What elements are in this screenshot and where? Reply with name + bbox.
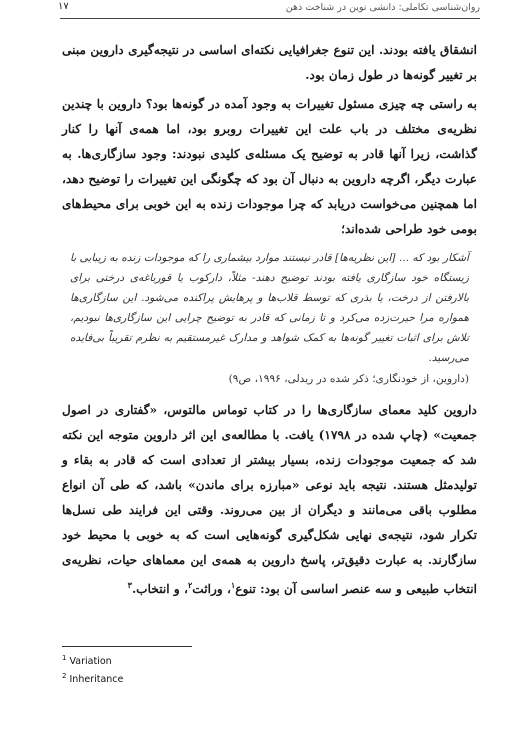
footnote-ref-1: ۱ <box>231 580 236 590</box>
footnote-2-number: 2 <box>62 672 67 681</box>
paragraph-2: به راستی چه چیزی مسئول تغییرات به وجود آمده در گونه‌ها بود؟ داروین با چندین نظریه‌ی مختلف در باب علت این تغییرات روبرو بود، اما همه‌ی آنها را کنار گذاشت، زیرا آنها قادر به توضیح یک مسئله‌ی کلیدی نبودند: وجود سازگاری‌ها. به عبارت دیگر، اگرچه داروین به دنبال آن بود که چگونگی این تغییرات را توضیح دهد، اما همچنین می‌خواست دریابد که چرا موجودات زنده به این خوبی برای محیط‌های بومی خود طراحی شده‌اند؛ <box>62 97 477 236</box>
footnote-ref-2: ۲ <box>188 580 193 590</box>
footnote-1-number: 1 <box>62 654 67 662</box>
footnote-2-text: Inheritance <box>69 674 124 686</box>
footnote-rule <box>62 646 192 647</box>
footnote-1 <box>62 651 123 669</box>
paragraph-1: انشقاق یافته بودند. این تنوع جغرافیایی نکته‌ای اساسی در نتیجه‌گیری داروین مبنی بر تغییر گونه‌ها در طول زمان بود. <box>62 43 477 82</box>
page-number: ۱۷ <box>58 1 69 12</box>
header-title: روان‌شناسی تکاملی: دانشی نوین در شناخت ذهن <box>285 2 480 13</box>
footnote-1-text: Variation <box>69 656 112 668</box>
quote-citation: (داروین، از خودنگاری؛ ذکر شده در ریدلی، ۱۹۹۶، ص۹) <box>228 373 469 385</box>
body-text <box>62 38 477 606</box>
footnote-ref-3: ۳ <box>127 580 132 590</box>
paragraph-3-mid: ، وراثت <box>192 582 231 597</box>
header-rule <box>60 18 480 19</box>
footnote-2 <box>62 669 123 687</box>
paragraph-3 <box>62 398 477 602</box>
running-header <box>60 0 480 18</box>
paragraph-3-text: داروین کلید معمای سازگاری‌ها را در کتاب توماس مالتوس، «گفتاری در اصول جمعیت» (چاپ شده در ۱۷۹۸) یافت. با مطالعه‌ی این اثر داروین متوجه این نکته شد که جمعیت موجودات زنده، بسیار بیشتر از تعدادی است که قادر به بقاء و تولیدمثل هستند. نتیجه باید نوعی «مبارزه برای ماندن» باشد، که طی آن انواع مطلوب باقی می‌مانند و دیگران از بین می‌روند. وقتی این فرایند طی نسل‌ها تکرار شود، نتیجه‌ی نهایی شکل‌گیری گونه‌هایی است که به خوبی با محیط خود سازگارند. به عبارت دقیق‌تر، پاسخ داروین به همه‌ی این معماهای حیات، نظریه‌ی انتخاب طبیعی و سه عنصر اساسی آن بود: تنوع <box>62 403 477 597</box>
block-quote: آشکار بود که ... [این نظریه‌ها] قادر نیستند موارد بیشماری را که موجودات زنده به زیبایی با زیستگاه خود سازگاری یافته بودند توضیح دهند- مثلاً، دارکوب یا قورباغه‌ی درختی برای بالارفتن از درخت، یا بذری که توسط قلاب‌ها و پرهایش پراکنده می‌شود. این سازگاری‌ها همواره مرا حیرت‌زده می‌کرد و تا زمانی که قادر به توضیح چرایی این سازگاری‌ها نبودیم، تلاش برای اثبات تغییر گونه‌ها به کمک شواهد و مدارک غیرمستقیم به نظرم تقریباً بی‌فایده می‌رسید. <box>70 252 469 364</box>
paragraph-3-end: ، و انتخاب. <box>131 582 188 597</box>
footnotes <box>62 651 123 687</box>
